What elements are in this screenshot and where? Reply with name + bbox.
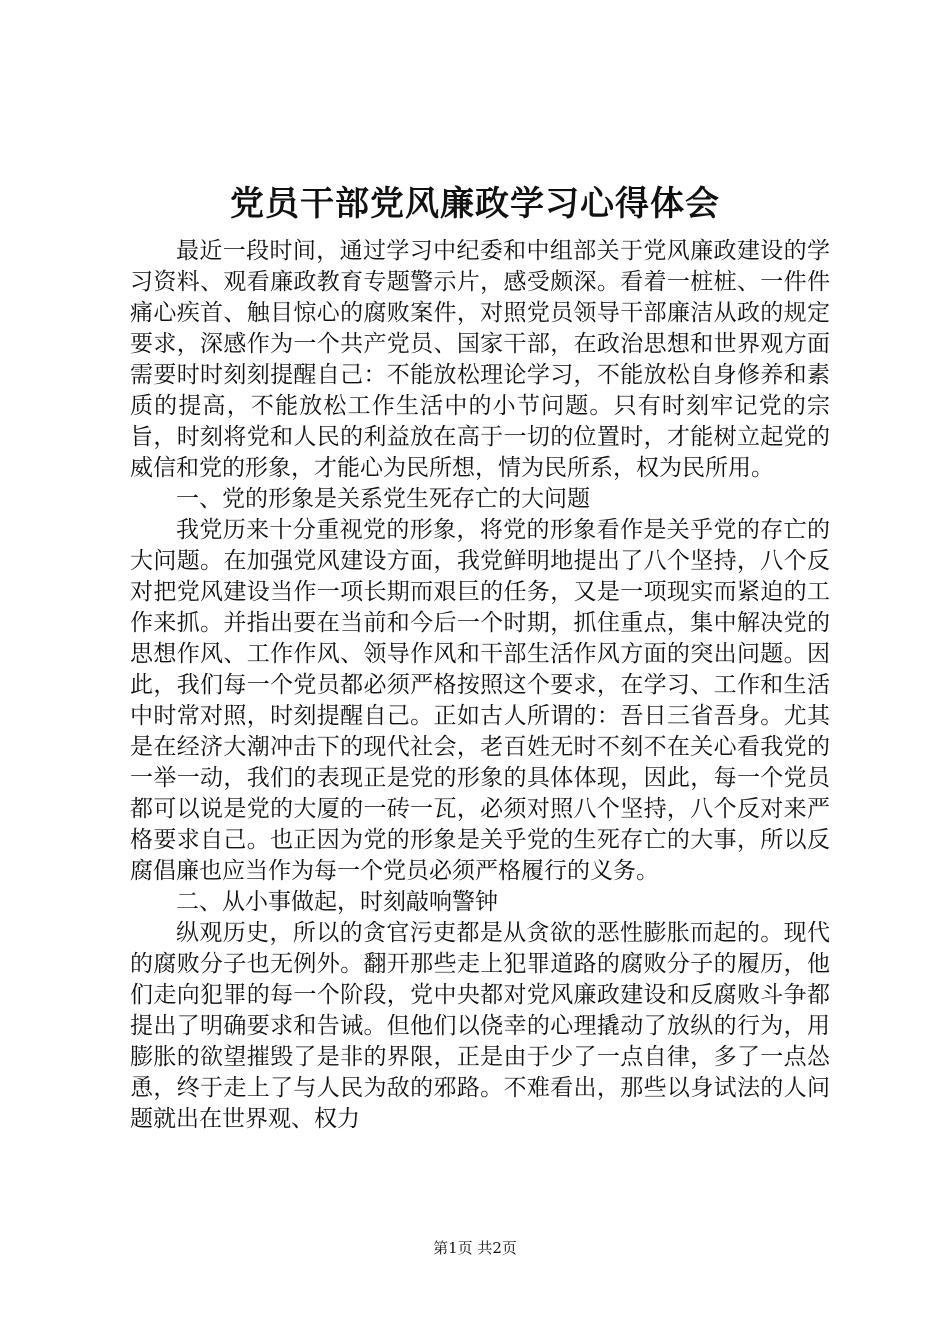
document-body <box>130 236 830 1135</box>
paragraph-intro: 最近一段时间，通过学习中纪委和中组部关于党风廉政建设的学习资料、观看廉政教育专题警示片，感受颇深。看着一桩桩、一件件痛心疾首、触目惊心的腐败案件，对照党员领导干部廉洁从政的规定要求，深感作为一个共产党员、国家干部，在政治思想和世界观方面需要时时刻刻提醒自己：不能放松理论学习，不能放松自身修养和素质的提高，不能放松工作生活中的小节问题。只有时刻牢记党的宗旨，时刻将党和人民的利益放在高于一切的位置时，才能树立起党的威信和党的形象，才能心为民所想，情为民所系，权为民所用。 <box>130 238 830 481</box>
page-footer: 第1页 共2页 <box>433 1239 517 1257</box>
section-heading-2: 二、从小事做起，时刻敲响警钟 <box>176 889 498 915</box>
paragraph-section-1: 我党历来十分重视党的形象，将党的形象看作是关乎党的存亡的大问题。在加强党风建设方面，我党鲜明地提出了八个坚持，八个反对把党风建设当作一项长期而艰巨的任务，又是一项现实而紧迫的工作来抓。并指出要在当前和今后一个时期，抓住重点，集中解决党的思想作风、工作作风、领导作风和干部生活作风方面的突出问题。因此，我们每一个党员都必须严格按照这个要求，在学习、工作和生活中时常对照，时刻提醒自己。正如古人所谓的：吾日三省吾身。尤其是在经济大潮冲击下的现代社会，老百姓无时不刻不在关心看我党的一举一动，我们的表现正是党的形象的具体体现，因此，每一个党员都可以说是党的大厦的一砖一瓦，必须对照八个坚持，八个反对来严格要求自己。也正因为党的形象是关乎党的生死存亡的大事，所以反腐倡廉也应当作为每一个党员必须严格履行的义务。 <box>130 517 830 884</box>
document-title: 党员干部党风廉政学习心得体会 <box>230 184 720 224</box>
paragraph-section-2: 纵观历史，所以的贪官污吏都是从贪欲的恶性膨胀而起的。现代的腐败分子也无例外。翻开那些走上犯罪道路的腐败分子的履历，他们走向犯罪的每一个阶段，党中央都对党风廉政建设和反腐败斗争都提出了明确要求和告诫。但他们以侥幸的心理撬动了放纵的行为，用膨胀的欲望摧毁了是非的界限，正是由于少了一点自律，多了一点怂恿，终于走上了与人民为敌的邪路。不难看出，那些以身试法的人问题就出在世界观、权力 <box>130 920 830 1132</box>
section-heading-1: 一、党的形象是关系党生死存亡的大问题 <box>176 486 590 512</box>
